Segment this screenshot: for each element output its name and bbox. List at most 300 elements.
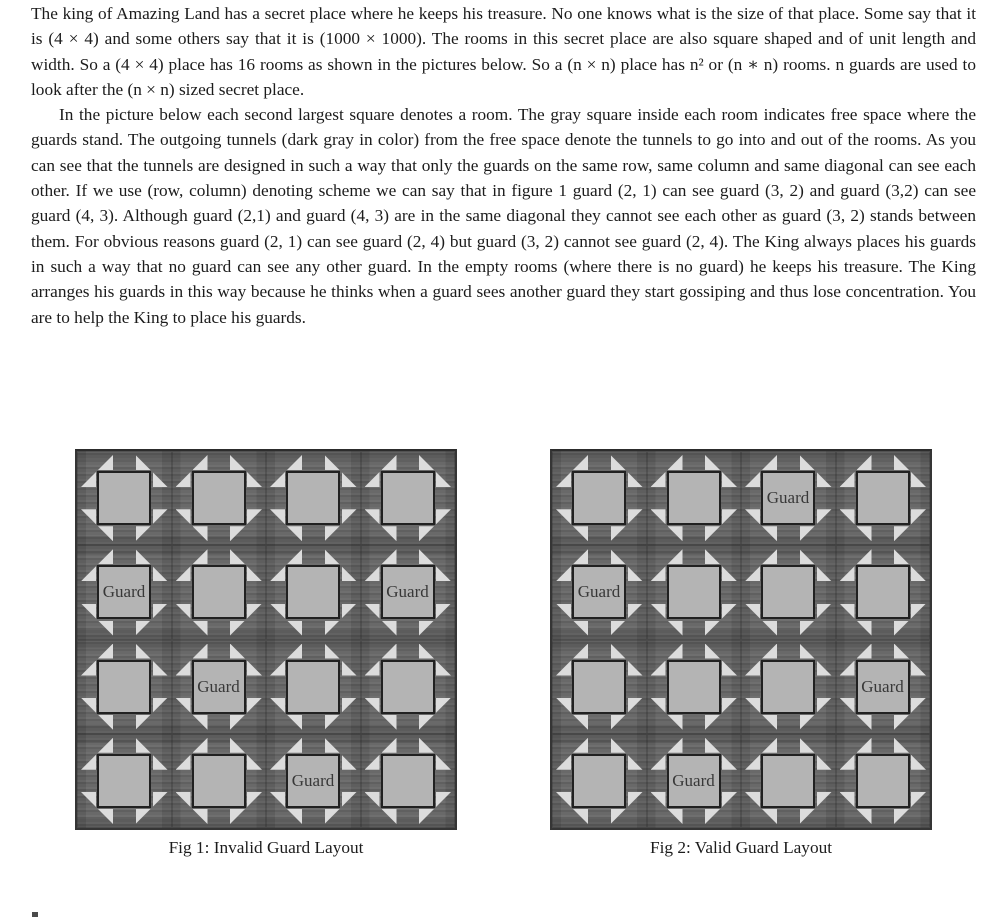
tunnel-wedge-icon (419, 809, 434, 824)
tunnel-wedge-icon (894, 644, 909, 659)
free-space-square (381, 565, 435, 619)
tunnel-wedge-icon (325, 621, 340, 636)
guard-label: Guard (197, 676, 240, 696)
tunnel-wedge-icon (287, 738, 302, 753)
tunnel-wedge-icon (270, 566, 285, 581)
tunnel-wedge-icon (419, 526, 434, 541)
tunnel-wedge-icon (342, 472, 357, 487)
tunnel-wedge-icon (668, 809, 683, 824)
tunnel-wedge-icon (153, 472, 168, 487)
tunnel-wedge-icon (419, 715, 434, 730)
tunnel-wedge-icon (894, 549, 909, 564)
tunnel-wedge-icon (800, 455, 815, 470)
tunnel-wedge-icon (840, 604, 855, 619)
tunnel-wedge-icon (745, 698, 760, 713)
tunnel-wedge-icon (325, 549, 340, 564)
free-space-square (381, 754, 435, 808)
tunnel-wedge-icon (342, 755, 357, 770)
tunnel-wedge-icon (651, 509, 666, 524)
room-cell (361, 451, 456, 545)
tunnel-wedge-icon (894, 455, 909, 470)
tunnel-wedge-icon (98, 526, 113, 541)
tunnel-wedge-icon (722, 604, 737, 619)
tunnel-wedge-icon (136, 738, 151, 753)
tunnel-wedge-icon (800, 549, 815, 564)
tunnel-wedge-icon (176, 509, 191, 524)
tunnel-wedge-icon (382, 644, 397, 659)
tunnel-wedge-icon (762, 715, 777, 730)
tunnel-wedge-icon (840, 566, 855, 581)
free-space-square (192, 660, 246, 714)
tunnel-wedge-icon (722, 472, 737, 487)
room-cell (836, 545, 931, 639)
free-space-square (572, 754, 626, 808)
room-cell (266, 545, 361, 639)
room-grid-fig2 (550, 449, 932, 830)
tunnel-wedge-icon (840, 661, 855, 676)
tunnel-wedge-icon (382, 621, 397, 636)
tunnel-wedge-icon (705, 738, 720, 753)
free-space-square (572, 660, 626, 714)
tunnel-wedge-icon (573, 621, 588, 636)
tunnel-wedge-icon (230, 715, 245, 730)
tunnel-wedge-icon (81, 604, 96, 619)
tunnel-wedge-icon (628, 698, 643, 713)
tunnel-wedge-icon (762, 621, 777, 636)
free-space-square (572, 565, 626, 619)
tunnel-wedge-icon (193, 715, 208, 730)
clipped-text-fragment (32, 912, 38, 917)
tunnel-wedge-icon (342, 604, 357, 619)
room-cell (361, 640, 456, 734)
free-space-square (667, 471, 721, 525)
tunnel-wedge-icon (651, 661, 666, 676)
tunnel-wedge-icon (230, 455, 245, 470)
tunnel-wedge-icon (153, 566, 168, 581)
room-cell (836, 734, 931, 828)
tunnel-wedge-icon (436, 661, 451, 676)
tunnel-wedge-icon (176, 755, 191, 770)
tunnel-wedge-icon (153, 509, 168, 524)
tunnel-wedge-icon (153, 604, 168, 619)
room-cell (172, 451, 267, 545)
tunnel-wedge-icon (98, 809, 113, 824)
room-cell (836, 640, 931, 734)
tunnel-wedge-icon (705, 644, 720, 659)
free-space-square (856, 471, 910, 525)
free-space-square (97, 565, 151, 619)
room-cell (552, 734, 647, 828)
tunnel-wedge-icon (705, 455, 720, 470)
free-space-square (761, 471, 815, 525)
tunnel-wedge-icon (365, 755, 380, 770)
tunnel-wedge-icon (745, 792, 760, 807)
tunnel-wedge-icon (817, 698, 832, 713)
tunnel-wedge-icon (817, 755, 832, 770)
tunnel-wedge-icon (762, 526, 777, 541)
room-cell (552, 451, 647, 545)
tunnel-wedge-icon (342, 566, 357, 581)
tunnel-wedge-icon (230, 809, 245, 824)
tunnel-wedge-icon (270, 661, 285, 676)
free-space-square (97, 471, 151, 525)
tunnel-wedge-icon (840, 792, 855, 807)
free-space-square (667, 754, 721, 808)
room-cell (361, 545, 456, 639)
tunnel-wedge-icon (193, 621, 208, 636)
tunnel-wedge-icon (911, 698, 926, 713)
tunnel-wedge-icon (365, 792, 380, 807)
tunnel-wedge-icon (817, 509, 832, 524)
tunnel-wedge-icon (857, 644, 872, 659)
tunnel-wedge-icon (800, 526, 815, 541)
tunnel-wedge-icon (628, 792, 643, 807)
tunnel-wedge-icon (136, 715, 151, 730)
tunnel-wedge-icon (573, 644, 588, 659)
tunnel-wedge-icon (668, 644, 683, 659)
room-cell (77, 451, 172, 545)
room-cell (552, 545, 647, 639)
tunnel-wedge-icon (342, 509, 357, 524)
tunnel-wedge-icon (611, 738, 626, 753)
guard-label: Guard (861, 676, 904, 696)
tunnel-wedge-icon (745, 509, 760, 524)
tunnel-wedge-icon (419, 455, 434, 470)
room-cell (77, 734, 172, 828)
guard-label: Guard (766, 488, 810, 507)
tunnel-wedge-icon (817, 604, 832, 619)
tunnel-wedge-icon (800, 738, 815, 753)
free-space-square (97, 660, 151, 714)
tunnel-wedge-icon (287, 621, 302, 636)
tunnel-wedge-icon (573, 549, 588, 564)
tunnel-wedge-icon (556, 755, 571, 770)
free-space-square (761, 660, 815, 714)
room-cell (552, 640, 647, 734)
tunnel-wedge-icon (817, 566, 832, 581)
tunnel-wedge-icon (556, 604, 571, 619)
room-cell (172, 640, 267, 734)
tunnel-wedge-icon (556, 509, 571, 524)
tunnel-wedge-icon (611, 644, 626, 659)
tunnel-wedge-icon (745, 755, 760, 770)
tunnel-wedge-icon (382, 526, 397, 541)
tunnel-wedge-icon (556, 472, 571, 487)
tunnel-wedge-icon (611, 549, 626, 564)
tunnel-wedge-icon (911, 472, 926, 487)
tunnel-wedge-icon (153, 698, 168, 713)
tunnel-wedge-icon (365, 472, 380, 487)
tunnel-wedge-icon (325, 526, 340, 541)
tunnel-wedge-icon (611, 455, 626, 470)
free-space-square (761, 565, 815, 619)
tunnel-wedge-icon (287, 809, 302, 824)
tunnel-wedge-icon (840, 509, 855, 524)
tunnel-wedge-icon (651, 566, 666, 581)
figures-row (0, 449, 1006, 858)
tunnel-wedge-icon (911, 755, 926, 770)
tunnel-wedge-icon (230, 738, 245, 753)
free-space-square (856, 754, 910, 808)
tunnel-wedge-icon (628, 755, 643, 770)
room-cell (77, 640, 172, 734)
tunnel-wedge-icon (911, 509, 926, 524)
tunnel-wedge-icon (81, 698, 96, 713)
tunnel-wedge-icon (857, 809, 872, 824)
problem-statement (31, 1, 976, 330)
tunnel-wedge-icon (98, 738, 113, 753)
tunnel-wedge-icon (419, 549, 434, 564)
tunnel-wedge-icon (573, 455, 588, 470)
tunnel-wedge-icon (857, 738, 872, 753)
tunnel-wedge-icon (325, 455, 340, 470)
tunnel-wedge-icon (136, 809, 151, 824)
tunnel-wedge-icon (247, 755, 262, 770)
tunnel-wedge-icon (81, 509, 96, 524)
tunnel-wedge-icon (136, 644, 151, 659)
tunnel-wedge-icon (436, 566, 451, 581)
tunnel-wedge-icon (611, 621, 626, 636)
tunnel-wedge-icon (573, 809, 588, 824)
tunnel-wedge-icon (342, 792, 357, 807)
tunnel-wedge-icon (270, 698, 285, 713)
tunnel-wedge-icon (436, 472, 451, 487)
tunnel-wedge-icon (81, 472, 96, 487)
tunnel-wedge-icon (436, 792, 451, 807)
tunnel-wedge-icon (894, 738, 909, 753)
tunnel-wedge-icon (98, 621, 113, 636)
tunnel-wedge-icon (193, 455, 208, 470)
tunnel-wedge-icon (857, 549, 872, 564)
tunnel-wedge-icon (436, 755, 451, 770)
tunnel-wedge-icon (230, 644, 245, 659)
tunnel-wedge-icon (325, 738, 340, 753)
free-space-square (286, 471, 340, 525)
tunnel-wedge-icon (628, 509, 643, 524)
tunnel-wedge-icon (176, 472, 191, 487)
tunnel-wedge-icon (136, 621, 151, 636)
tunnel-wedge-icon (894, 621, 909, 636)
tunnel-wedge-icon (193, 526, 208, 541)
tunnel-wedge-icon (894, 526, 909, 541)
tunnel-wedge-icon (419, 738, 434, 753)
free-space-square (286, 754, 340, 808)
tunnel-wedge-icon (762, 549, 777, 564)
tunnel-wedge-icon (745, 661, 760, 676)
tunnel-wedge-icon (81, 566, 96, 581)
tunnel-wedge-icon (628, 604, 643, 619)
tunnel-wedge-icon (325, 809, 340, 824)
tunnel-wedge-icon (287, 715, 302, 730)
tunnel-wedge-icon (628, 566, 643, 581)
tunnel-wedge-icon (382, 738, 397, 753)
tunnel-wedge-icon (153, 755, 168, 770)
tunnel-wedge-icon (193, 549, 208, 564)
tunnel-wedge-icon (270, 792, 285, 807)
tunnel-wedge-icon (176, 792, 191, 807)
tunnel-wedge-icon (722, 509, 737, 524)
tunnel-wedge-icon (911, 661, 926, 676)
tunnel-wedge-icon (705, 715, 720, 730)
tunnel-wedge-icon (556, 792, 571, 807)
tunnel-wedge-icon (651, 698, 666, 713)
tunnel-wedge-icon (230, 526, 245, 541)
tunnel-wedge-icon (287, 455, 302, 470)
tunnel-wedge-icon (800, 644, 815, 659)
tunnel-wedge-icon (556, 698, 571, 713)
tunnel-wedge-icon (287, 549, 302, 564)
tunnel-wedge-icon (556, 661, 571, 676)
room-cell (741, 640, 836, 734)
paragraph-intro: The king of Amazing Land has a secret place where he keeps his treasure. No one knows what is the size of that place. Some say that it is (4 × 4) and some others say that it is (1000 × 1000). The rooms in this secret place are also square shaped and of unit length and width. So a (4 × 4) place has 16 rooms as shown in the pictures below. So a (n × n) place has n² or (n ∗ n) rooms. n guards are used to look after the (n × n) sized secret place. (31, 4, 976, 99)
tunnel-wedge-icon (98, 455, 113, 470)
tunnel-wedge-icon (722, 755, 737, 770)
tunnel-wedge-icon (436, 509, 451, 524)
tunnel-wedge-icon (247, 472, 262, 487)
tunnel-wedge-icon (817, 792, 832, 807)
tunnel-wedge-icon (911, 604, 926, 619)
room-cell (741, 734, 836, 828)
free-space-square (381, 660, 435, 714)
tunnel-wedge-icon (611, 809, 626, 824)
free-space-square (572, 471, 626, 525)
paragraph-description: In the picture below each second largest square denotes a room. The gray square inside each room indicates free space where the guards stand. The outgoing tunnels (dark gray in color) from the free space denote the tunnels to go into and out of the rooms. As you can see that the tunnels are designed in such a way that only the guards on the same row, same column and same diagonal can see each other. If we use (row, column) denoting scheme we can say that in figure 1 guard (2, 1) can see guard (3, 2) and guard (3,2) can see guard (4, 3). Although guard (2,1) and guard (4, 3) are in the same diagonal they cannot see each other as guard (3, 2) stands between them. For obvious reasons guard (2, 1) can see guard (2, 4) but guard (3, 2) cannot see guard (2, 4). The King always places his guards in such a way that no guard can see any other guard. In the empty rooms (where there is no guard) he keeps his treasure. The King arranges his guards in this way because he thinks when a guard sees another guard they start gossiping and thus lose concentration. You are to help the King to place his guards. (31, 105, 976, 327)
tunnel-wedge-icon (668, 621, 683, 636)
tunnel-wedge-icon (382, 455, 397, 470)
tunnel-wedge-icon (365, 566, 380, 581)
tunnel-wedge-icon (817, 472, 832, 487)
tunnel-wedge-icon (81, 661, 96, 676)
tunnel-wedge-icon (270, 755, 285, 770)
tunnel-wedge-icon (573, 715, 588, 730)
guard-label: Guard (102, 582, 146, 602)
tunnel-wedge-icon (136, 455, 151, 470)
free-space-square (856, 565, 910, 619)
tunnel-wedge-icon (419, 644, 434, 659)
tunnel-wedge-icon (270, 604, 285, 619)
tunnel-wedge-icon (800, 715, 815, 730)
tunnel-wedge-icon (668, 455, 683, 470)
tunnel-wedge-icon (342, 698, 357, 713)
tunnel-wedge-icon (176, 698, 191, 713)
tunnel-wedge-icon (762, 455, 777, 470)
tunnel-wedge-icon (857, 455, 872, 470)
tunnel-wedge-icon (745, 604, 760, 619)
tunnel-wedge-icon (176, 604, 191, 619)
tunnel-wedge-icon (651, 792, 666, 807)
tunnel-wedge-icon (556, 566, 571, 581)
tunnel-wedge-icon (722, 566, 737, 581)
tunnel-wedge-icon (153, 792, 168, 807)
room-cell (361, 734, 456, 828)
tunnel-wedge-icon (365, 661, 380, 676)
guard-label: Guard (291, 770, 335, 790)
figure-caption-fig1: Fig 1: Invalid Guard Layout (168, 838, 364, 857)
tunnel-wedge-icon (247, 566, 262, 581)
guard-label: Guard (577, 582, 621, 602)
tunnel-wedge-icon (611, 526, 626, 541)
free-space-square (667, 660, 721, 714)
tunnel-wedge-icon (628, 472, 643, 487)
room-cell (836, 451, 931, 545)
tunnel-wedge-icon (705, 526, 720, 541)
tunnel-wedge-icon (840, 698, 855, 713)
guard-label: Guard (672, 770, 715, 790)
room-cell (647, 451, 742, 545)
free-space-square (192, 565, 246, 619)
tunnel-wedge-icon (611, 715, 626, 730)
tunnel-wedge-icon (382, 809, 397, 824)
tunnel-wedge-icon (193, 809, 208, 824)
free-space-square (856, 660, 910, 714)
tunnel-wedge-icon (745, 472, 760, 487)
tunnel-wedge-icon (176, 566, 191, 581)
room-grid-fig1 (75, 449, 457, 830)
room-cell (172, 545, 267, 639)
free-space-square (97, 754, 151, 808)
tunnel-wedge-icon (436, 604, 451, 619)
tunnel-wedge-icon (840, 755, 855, 770)
tunnel-wedge-icon (382, 715, 397, 730)
room-cell (647, 545, 742, 639)
tunnel-wedge-icon (270, 472, 285, 487)
tunnel-wedge-icon (193, 644, 208, 659)
tunnel-wedge-icon (573, 526, 588, 541)
tunnel-wedge-icon (98, 549, 113, 564)
tunnel-wedge-icon (365, 698, 380, 713)
tunnel-wedge-icon (342, 661, 357, 676)
tunnel-wedge-icon (651, 472, 666, 487)
tunnel-wedge-icon (762, 738, 777, 753)
figure-invalid-layout (75, 449, 457, 858)
tunnel-wedge-icon (98, 715, 113, 730)
tunnel-wedge-icon (153, 661, 168, 676)
tunnel-wedge-icon (419, 621, 434, 636)
free-space-square (286, 660, 340, 714)
tunnel-wedge-icon (722, 661, 737, 676)
tunnel-wedge-icon (193, 738, 208, 753)
free-space-square (192, 754, 246, 808)
tunnel-wedge-icon (573, 738, 588, 753)
tunnel-wedge-icon (382, 549, 397, 564)
tunnel-wedge-icon (800, 621, 815, 636)
tunnel-wedge-icon (705, 621, 720, 636)
room-cell (266, 451, 361, 545)
tunnel-wedge-icon (365, 509, 380, 524)
room-cell (741, 451, 836, 545)
tunnel-wedge-icon (651, 755, 666, 770)
tunnel-wedge-icon (325, 715, 340, 730)
tunnel-wedge-icon (628, 661, 643, 676)
tunnel-wedge-icon (894, 715, 909, 730)
room-cell (741, 545, 836, 639)
tunnel-wedge-icon (840, 472, 855, 487)
tunnel-wedge-icon (894, 809, 909, 824)
tunnel-wedge-icon (287, 644, 302, 659)
tunnel-wedge-icon (176, 661, 191, 676)
tunnel-wedge-icon (230, 621, 245, 636)
room-cell (77, 545, 172, 639)
room-cell (266, 734, 361, 828)
tunnel-wedge-icon (857, 621, 872, 636)
room-cell (266, 640, 361, 734)
tunnel-wedge-icon (705, 549, 720, 564)
tunnel-wedge-icon (762, 809, 777, 824)
tunnel-wedge-icon (247, 604, 262, 619)
tunnel-wedge-icon (762, 644, 777, 659)
tunnel-wedge-icon (270, 509, 285, 524)
tunnel-wedge-icon (668, 715, 683, 730)
